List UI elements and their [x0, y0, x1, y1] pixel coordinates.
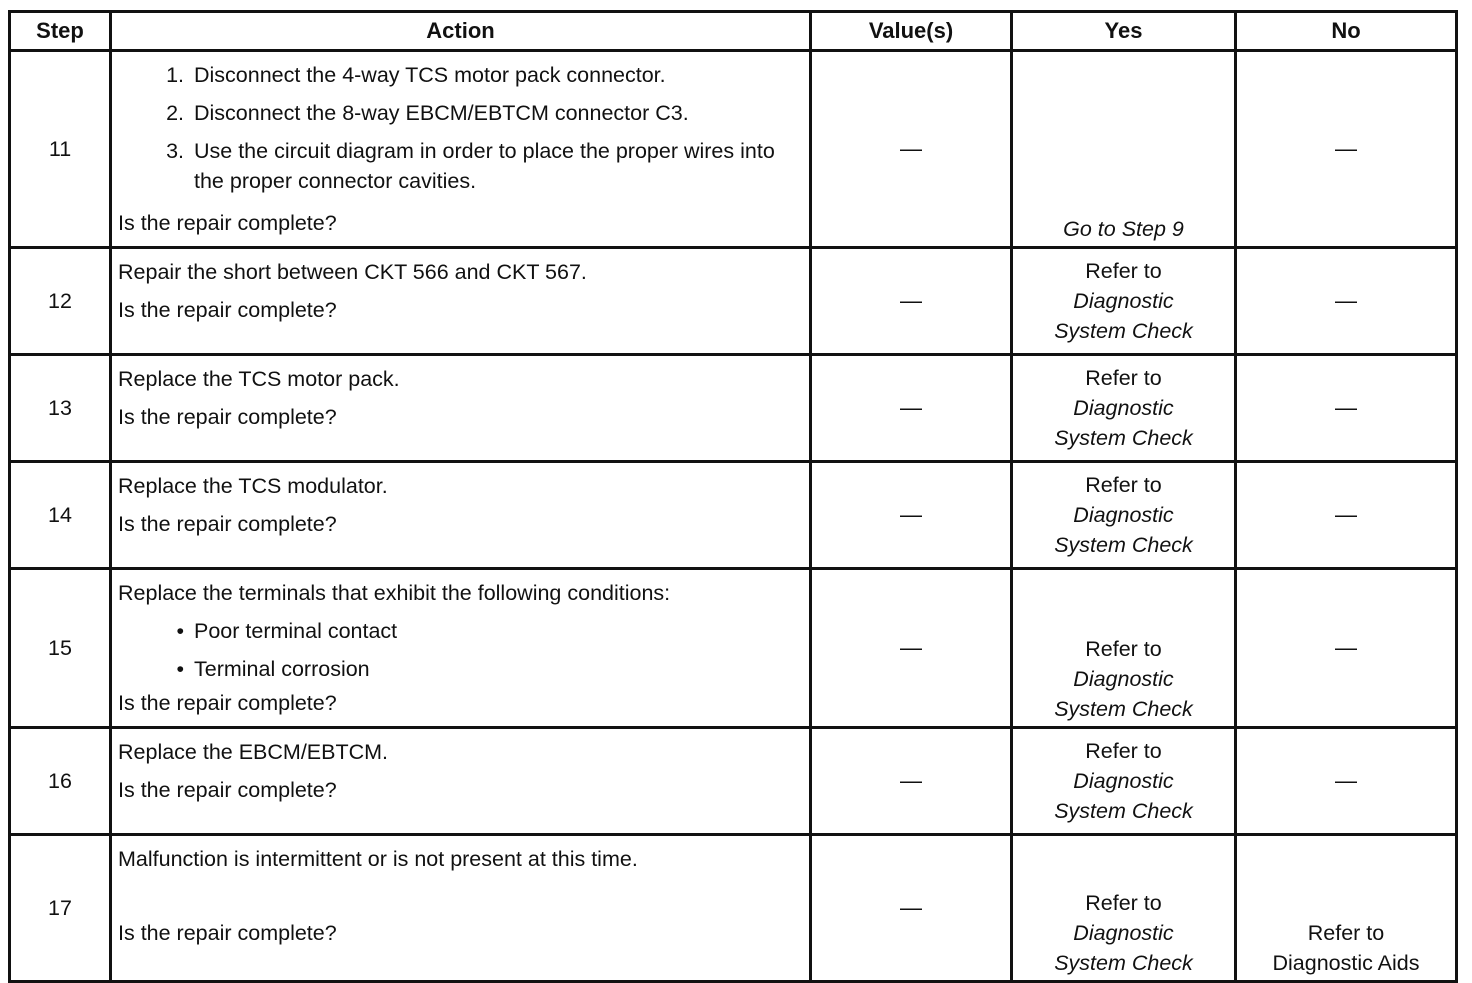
step-number: 17 — [10, 835, 111, 982]
no-cell: — — [1236, 355, 1457, 462]
value-cell: — — [811, 569, 1012, 728]
action-question: Is the repair complete? — [118, 298, 337, 322]
value-cell: — — [811, 728, 1012, 835]
yes-line-1: Refer to — [1085, 739, 1162, 763]
yes-cell — [1012, 835, 1236, 982]
action-cell — [111, 355, 811, 462]
action-cell — [111, 569, 811, 728]
yes-line-2: Diagnostic — [1073, 396, 1174, 420]
yes-cell — [1012, 569, 1236, 728]
yes-line-2: Diagnostic — [1073, 769, 1174, 793]
yes-cell: Go to Step 9 — [1012, 51, 1236, 248]
action-text: Replace the TCS modulator. — [118, 474, 388, 498]
action-question: Is the repair complete? — [118, 691, 337, 715]
action-question: Is the repair complete? — [118, 405, 337, 429]
list-item — [118, 60, 803, 90]
yes-line-1: Refer to — [1085, 366, 1162, 390]
yes-line-2: Diagnostic — [1073, 921, 1174, 945]
yes-line-1: Refer to — [1085, 473, 1162, 497]
table-row — [10, 51, 1457, 248]
list-item — [118, 136, 803, 196]
no-cell: — — [1236, 728, 1457, 835]
no-cell: — — [1236, 51, 1457, 248]
list-number: 2. — [166, 101, 184, 125]
action-question: Is the repair complete? — [118, 778, 337, 802]
yes-line-2: Diagnostic — [1073, 289, 1174, 313]
table-row — [10, 728, 1457, 835]
action-text: Replace the TCS motor pack. — [118, 367, 400, 391]
no-cell: — — [1236, 462, 1457, 569]
table-row — [10, 569, 1457, 728]
yes-cell — [1012, 462, 1236, 569]
list-item — [118, 98, 803, 128]
step-number: 11 — [10, 51, 111, 248]
step-number: 13 — [10, 355, 111, 462]
action-question: Is the repair complete? — [118, 211, 337, 235]
no-cell: — — [1236, 248, 1457, 355]
value-cell: — — [811, 355, 1012, 462]
action-question: Is the repair complete? — [118, 921, 337, 945]
value-cell: — — [811, 835, 1012, 982]
yes-cell — [1012, 355, 1236, 462]
no-line-2: Diagnostic Aids — [1272, 951, 1420, 975]
action-text: Replace the EBCM/EBTCM. — [118, 740, 389, 764]
yes-line-3: System Check — [1054, 426, 1193, 450]
action-text: Malfunction is intermittent or is not present at this time. — [118, 847, 638, 871]
header-row — [10, 12, 1457, 51]
header-yes: Yes — [1012, 12, 1236, 51]
header-no: No — [1236, 12, 1457, 51]
bullet-icon: • — [176, 657, 184, 681]
list-number: 3. — [166, 139, 184, 163]
table-row — [10, 462, 1457, 569]
action-text: Replace the terminals that exhibit the following conditions: — [118, 581, 671, 605]
yes-line-3: System Check — [1054, 319, 1193, 343]
table-row — [10, 355, 1457, 462]
bullet-icon: • — [176, 619, 184, 643]
action-cell — [111, 248, 811, 355]
no-cell: — — [1236, 569, 1457, 728]
spacer — [118, 878, 803, 916]
list-text: Use the circuit diagram in order to place the proper wires into the proper connector cavities. — [194, 139, 775, 193]
yes-line-3: System Check — [1054, 951, 1193, 975]
step-number: 16 — [10, 728, 111, 835]
step-number: 15 — [10, 569, 111, 728]
yes-line-1: Refer to — [1085, 259, 1162, 283]
diagnostic-table — [8, 10, 1458, 983]
no-line-1: Refer to — [1307, 921, 1385, 945]
yes-line-2: Diagnostic — [1073, 667, 1174, 691]
action-cell — [111, 835, 811, 982]
value-cell: — — [811, 248, 1012, 355]
action-cell — [111, 462, 811, 569]
list-text: Disconnect the 4-way TCS motor pack connector. — [194, 63, 666, 87]
list-text: Disconnect the 8-way EBCM/EBTCM connector C3. — [194, 101, 689, 125]
value-cell: — — [811, 462, 1012, 569]
value-cell: — — [811, 51, 1012, 248]
bullet-item — [118, 612, 803, 650]
action-text: Repair the short between CKT 566 and CKT 567. — [118, 260, 587, 284]
table-row — [10, 835, 1457, 982]
header-action: Action — [111, 12, 811, 51]
step-number: 14 — [10, 462, 111, 569]
no-cell — [1236, 835, 1457, 982]
numbered-list — [118, 60, 803, 196]
step-number: 12 — [10, 248, 111, 355]
yes-line-1: Refer to — [1085, 637, 1162, 661]
yes-cell — [1012, 728, 1236, 835]
yes-cell — [1012, 248, 1236, 355]
action-cell — [111, 728, 811, 835]
yes-line-3: System Check — [1054, 533, 1193, 557]
bullet-item — [118, 650, 803, 688]
yes-line-1: Refer to — [1085, 891, 1162, 915]
bullet-text: Poor terminal contact — [194, 619, 398, 643]
yes-line-3: System Check — [1054, 697, 1193, 721]
action-question: Is the repair complete? — [118, 512, 337, 536]
header-step: Step — [10, 12, 111, 51]
list-number: 1. — [166, 63, 184, 87]
bullet-text: Terminal corrosion — [194, 657, 370, 681]
yes-line-3: System Check — [1054, 799, 1193, 823]
action-cell — [111, 51, 811, 248]
yes-line-2: Diagnostic — [1073, 503, 1174, 527]
header-values: Value(s) — [811, 12, 1012, 51]
table-row — [10, 248, 1457, 355]
